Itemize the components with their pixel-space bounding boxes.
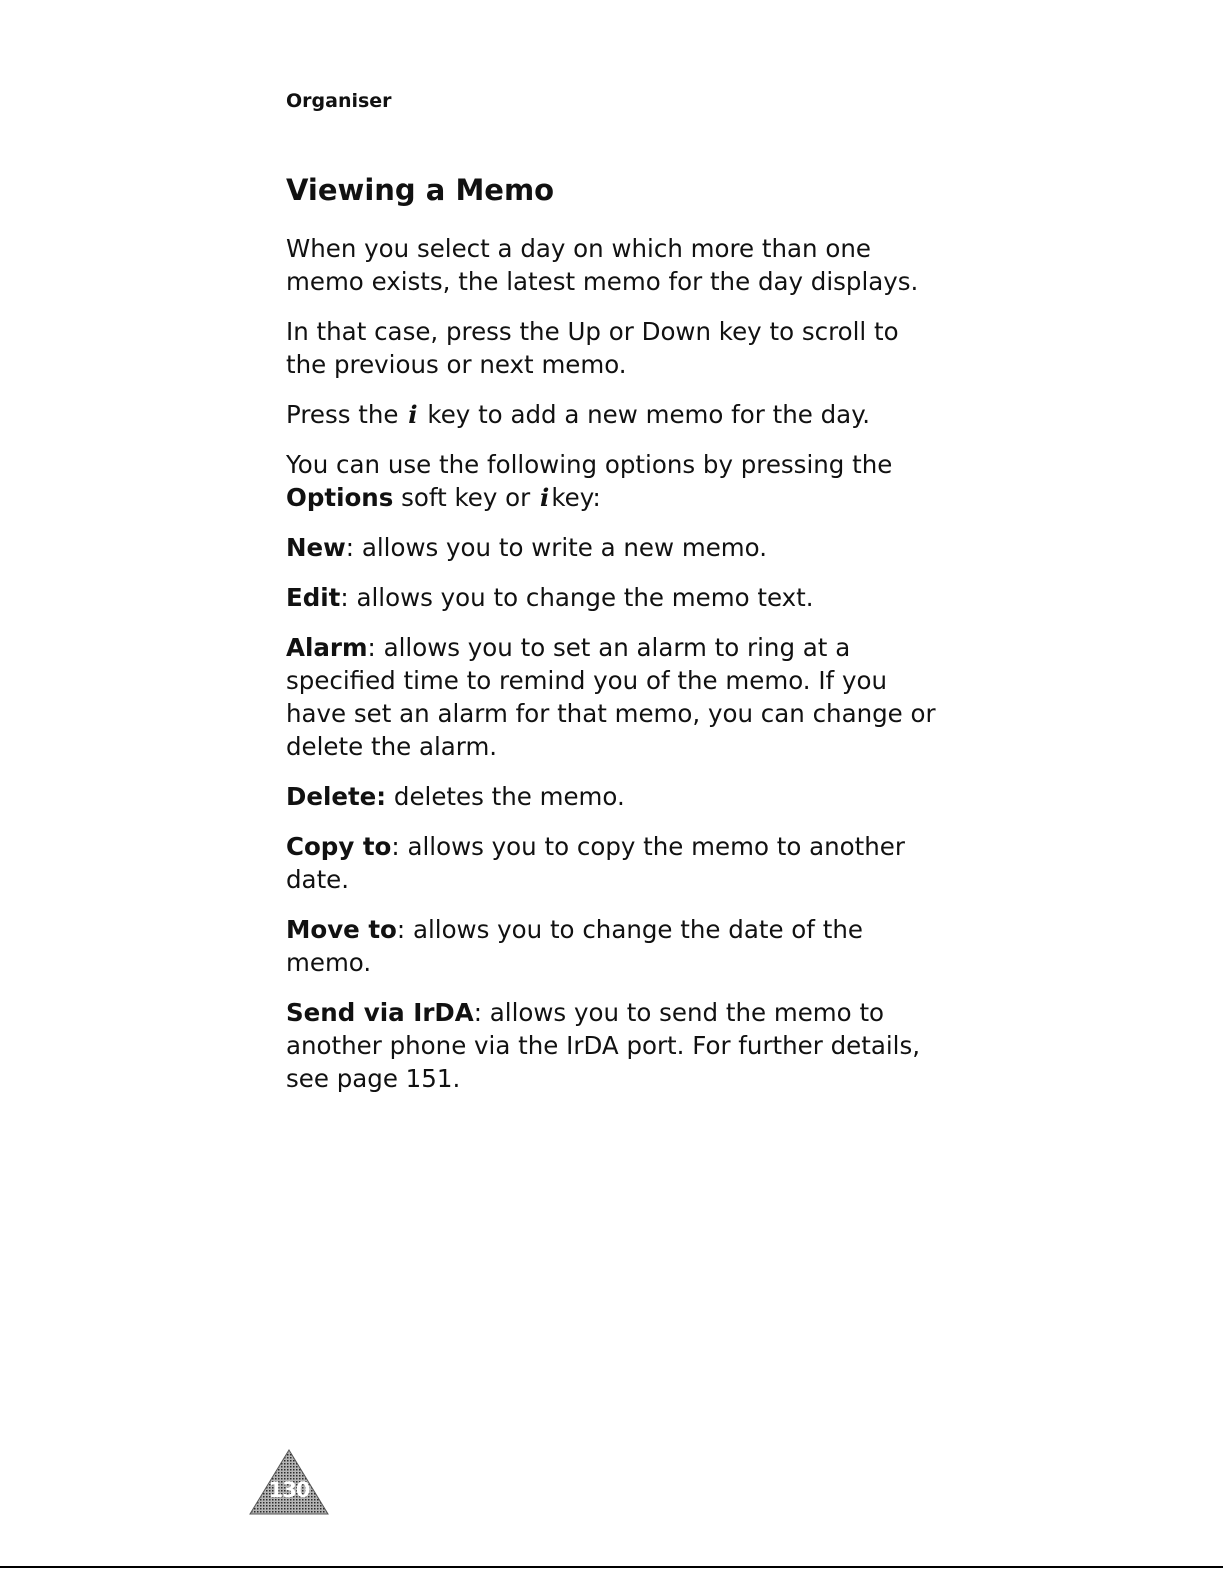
page-number-badge (248, 1448, 330, 1516)
option-description: allows you to write a new memo. (361, 533, 767, 562)
option-separator: : (345, 533, 355, 562)
option-item-send-via-irda (286, 996, 946, 1095)
content-body (286, 232, 946, 1112)
option-term: Send via IrDA (286, 998, 474, 1027)
option-description: allows you to change the date of the memo. (286, 915, 863, 977)
section-header: Organiser (286, 90, 392, 112)
options-intro-text-mid: soft key or (401, 483, 531, 512)
option-description: allows you to change the memo text. (356, 583, 814, 612)
option-description: allows you to send the memo to another phone via the IrDA port. For further details, see page 151. (286, 998, 921, 1093)
i-key-icon: i (408, 400, 418, 429)
option-term: Delete: (286, 782, 387, 811)
add-memo-text-end: key to add a new memo for the day. (427, 400, 870, 429)
option-term: Edit (286, 583, 341, 612)
option-separator: : (473, 998, 482, 1027)
option-term: Move to (286, 915, 397, 944)
option-item-alarm (286, 631, 946, 763)
page-title: Viewing a Memo (286, 173, 555, 207)
option-separator: : (340, 583, 349, 612)
option-term: Alarm (286, 633, 368, 662)
page-number: 130 (268, 1478, 310, 1502)
option-item-copy-to (286, 830, 946, 896)
option-item-move-to (286, 913, 946, 979)
options-intro-text-end: key: (551, 483, 601, 512)
option-item-new (286, 531, 946, 564)
option-item-edit (286, 581, 946, 614)
option-term: New (286, 533, 346, 562)
add-memo-text-start: Press the (286, 400, 399, 429)
option-item-delete (286, 780, 946, 813)
option-separator: : (367, 633, 376, 662)
option-description: deletes the memo. (393, 782, 625, 811)
option-term: Copy to (286, 832, 392, 861)
options-intro-text-start: You can use the following options by pressing the (286, 450, 893, 479)
i-key-icon: i (540, 483, 550, 512)
intro-paragraph: When you select a day on which more than one memo exists, the latest memo for the day displays. (286, 234, 919, 296)
add-memo-paragraph (286, 398, 946, 431)
options-intro-paragraph (286, 448, 946, 514)
options-soft-key-term: Options (286, 483, 394, 512)
option-separator: : (396, 915, 406, 944)
page-bottom-rule (0, 1566, 1223, 1568)
option-description: allows you to copy the memo to another date. (286, 832, 905, 894)
option-description: allows you to set an alarm to ring at a specified time to remind you of the memo. If you have set an alarm for that memo, you can change or delete the alarm. (286, 633, 936, 761)
option-separator: : (391, 832, 400, 861)
scroll-paragraph: In that case, press the Up or Down key to scroll to the previous or next memo. (286, 317, 899, 379)
